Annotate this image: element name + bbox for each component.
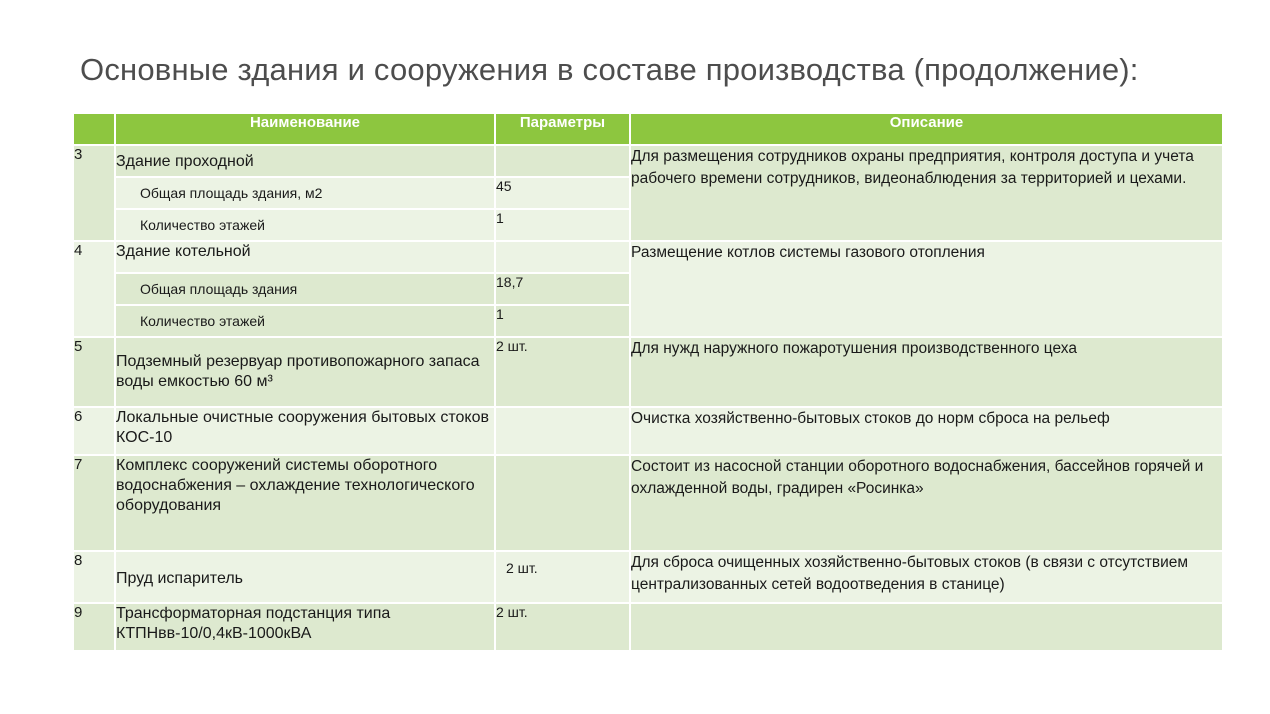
subrow-name: Общая площадь здания, м2 <box>115 177 495 209</box>
row-name: Комплекс сооружений системы оборотного водоснабжения – охлаждение технологического оборудования <box>115 455 495 551</box>
subrow-name: Количество этажей <box>115 209 495 241</box>
subrow-param: 18,7 <box>495 273 630 305</box>
table-row <box>73 455 1223 551</box>
subrow-param: 1 <box>495 305 630 337</box>
row-param <box>495 407 630 455</box>
row-name: Здание проходной <box>115 145 495 177</box>
header-num <box>73 113 115 145</box>
row-param: 2 шт. <box>495 337 630 407</box>
row-param: 2 шт. <box>495 551 630 603</box>
table-row <box>73 551 1223 603</box>
row-number: 8 <box>73 551 115 603</box>
row-name: Локальные очистные сооружения бытовых стоков КОС-10 <box>115 407 495 455</box>
row-desc: Для сброса очищенных хозяйственно-бытовых стоков (в связи с отсутствием централизованных сетей водоотведения в станице) <box>630 551 1223 603</box>
row-param <box>495 455 630 551</box>
row-desc: Очистка хозяйственно-бытовых стоков до норм сброса на рельеф <box>630 407 1223 455</box>
table-row <box>73 407 1223 455</box>
subrow-name: Количество этажей <box>115 305 495 337</box>
row-param <box>495 145 630 177</box>
row-name: Трансформаторная подстанция типа КТПНвв-10/0,4кВ-1000кВА <box>115 603 495 651</box>
subrow-name: Общая площадь здания <box>115 273 495 305</box>
buildings-table <box>72 112 1224 652</box>
row-number: 7 <box>73 455 115 551</box>
header-desc: Описание <box>630 113 1223 145</box>
header-name: Наименование <box>115 113 495 145</box>
row-name: Здание котельной <box>115 241 495 273</box>
table-header-row <box>73 113 1223 145</box>
row-number: 4 <box>73 241 115 337</box>
row-number: 6 <box>73 407 115 455</box>
row-desc <box>630 603 1223 651</box>
row-number: 9 <box>73 603 115 651</box>
header-params: Параметры <box>495 113 630 145</box>
row-param: 2 шт. <box>495 603 630 651</box>
table-row <box>73 603 1223 651</box>
subrow-param: 45 <box>495 177 630 209</box>
row-name: Подземный резервуар противопожарного запаса воды емкостью 60 м³ <box>115 337 495 407</box>
row-desc: Состоит из насосной станции оборотного водоснабжения, бассейнов горячей и охлажденной воды, градирен «Росинка» <box>630 455 1223 551</box>
table-row <box>73 241 1223 273</box>
row-desc: Для размещения сотрудников охраны предприятия, контроля доступа и учета рабочего времени сотрудников, видеонаблюдения за территорией и цехами. <box>630 145 1223 241</box>
row-number: 3 <box>73 145 115 241</box>
row-number: 5 <box>73 337 115 407</box>
subrow-param: 1 <box>495 209 630 241</box>
slide-title: Основные здания и сооружения в составе производства (продолжение): <box>80 52 1139 87</box>
row-name: Пруд испаритель <box>115 551 495 603</box>
table-row <box>73 145 1223 177</box>
row-param <box>495 241 630 273</box>
table-row <box>73 337 1223 407</box>
row-desc: Для нужд наружного пожаротушения производственного цеха <box>630 337 1223 407</box>
row-desc: Размещение котлов системы газового отопления <box>630 241 1223 337</box>
